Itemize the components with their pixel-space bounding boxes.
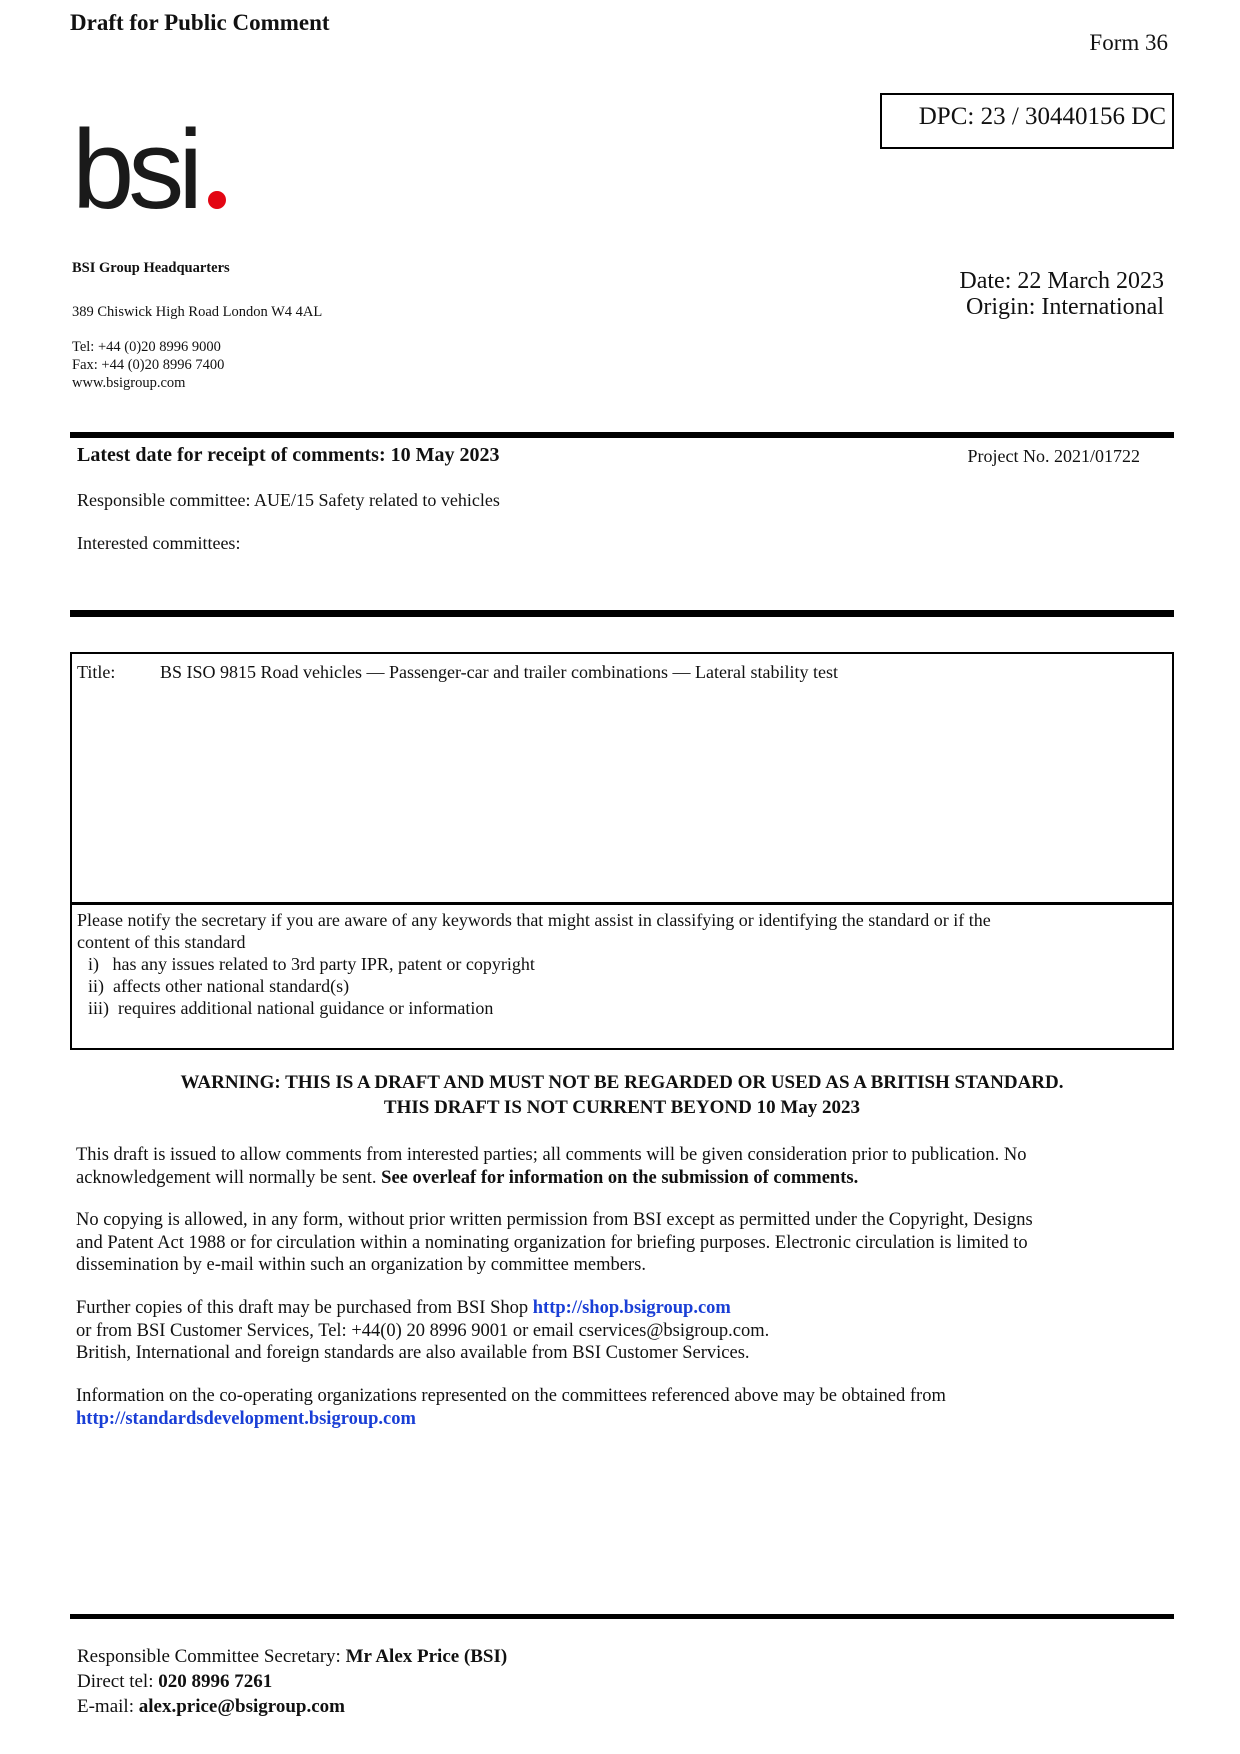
divider-top <box>70 432 1174 438</box>
email-line <box>77 1696 345 1718</box>
paragraph-line: This draft is issued to allow comments from interested parties; all comments will be given consideration prior to publication. No <box>76 1145 1027 1165</box>
paragraph-line: No copying is allowed, in any form, without prior written permission from BSI except as permitted under the Copyright, Designs <box>76 1210 1033 1230</box>
secretary-label: Responsible Committee Secretary: <box>77 1646 346 1667</box>
paragraph-line: British, International and foreign standards are also available from BSI Customer Services. <box>76 1343 750 1363</box>
org-website[interactable]: www.bsigroup.com <box>72 375 186 391</box>
direct-tel-label: Direct tel: <box>77 1671 159 1692</box>
paragraph-organizations <box>76 1385 1176 1430</box>
direct-tel-value: 020 8996 7261 <box>158 1671 273 1692</box>
warning-line-2: THIS DRAFT IS NOT CURRENT BEYOND 10 May 2023 <box>383 1097 861 1118</box>
form-number: Form 36 <box>1089 30 1168 55</box>
notify-box <box>70 902 1174 1050</box>
title-box <box>70 652 1174 905</box>
paragraph-copies <box>76 1297 1176 1365</box>
shop-link[interactable]: http://shop.bsigroup.com <box>532 1298 731 1318</box>
divider-bottom <box>70 1614 1174 1619</box>
email-label: E-mail: <box>77 1696 139 1717</box>
notify-item: iii) requires additional national guidance or information <box>88 998 494 1018</box>
org-fax: Fax: +44 (0)20 8996 7400 <box>72 357 225 373</box>
bsi-logo <box>72 108 242 218</box>
bsi-logo-wordmark: bsi <box>72 108 198 218</box>
notify-item: i) has any issues related to 3rd party IPR, patent or copyright <box>88 954 535 974</box>
draft-date: Date: 22 March 2023 <box>959 268 1164 294</box>
standards-development-link[interactable]: http://standardsdevelopment.bsigroup.com <box>76 1408 416 1429</box>
email-value[interactable]: alex.price@bsigroup.com <box>138 1696 345 1717</box>
draft-origin: Origin: International <box>966 294 1164 320</box>
paragraph-text: Further copies of this draft may be purchased from BSI Shop <box>76 1298 533 1318</box>
interested-committees: Interested committees: <box>77 533 241 553</box>
project-number: Project No. 2021/01722 <box>967 446 1140 466</box>
secretary-line <box>77 1646 507 1668</box>
org-tel: Tel: +44 (0)20 8996 9000 <box>72 339 221 355</box>
dpc-reference-box <box>880 93 1174 149</box>
paragraph-line <box>76 1297 1176 1320</box>
notify-item: ii) affects other national standard(s) <box>88 976 350 996</box>
org-name: BSI Group Headquarters <box>72 260 230 276</box>
paragraph-text: acknowledgement will normally be sent. <box>76 1168 382 1188</box>
standard-title: BS ISO 9815 Road vehicles — Passenger-car and trailer combinations — Lateral stability test <box>160 662 838 682</box>
paragraph-line: or from BSI Customer Services, Tel: +44(0) 20 8996 9001 or email cservices@bsigroup.com. <box>76 1320 770 1341</box>
paragraph-line <box>76 1167 1176 1190</box>
comments-deadline: Latest date for receipt of comments: 10 May 2023 <box>77 444 500 466</box>
paragraph-line: dissemination by e-mail within such an organization by committee members. <box>76 1255 646 1275</box>
warning-line-1: WARNING: THIS IS A DRAFT AND MUST NOT BE REGARDED OR USED AS A BRITISH STANDARD. <box>180 1072 1064 1093</box>
direct-tel-line <box>77 1671 272 1693</box>
divider-middle <box>70 610 1174 617</box>
org-address: 389 Chiswick High Road London W4 4AL <box>72 304 323 320</box>
draft-label: Draft for Public Comment <box>70 10 330 35</box>
paragraph-comments <box>76 1144 1176 1190</box>
notify-intro-line2: content of this standard <box>77 932 246 952</box>
title-label: Title: <box>77 662 116 682</box>
secretary-name: Mr Alex Price (BSI) <box>345 1646 508 1667</box>
notify-intro-line1: Please notify the secretary if you are aware of any keywords that might assist in classifying or identifying the standard or if the <box>77 910 991 930</box>
overleaf-note: See overleaf for information on the submission of comments. <box>381 1168 859 1188</box>
paragraph-line: Information on the co-operating organizations represented on the committees referenced above may be obtained from <box>76 1386 946 1406</box>
paragraph-line: and Patent Act 1988 or for circulation within a nominating organization for briefing purposes. Electronic circulation is limited to <box>76 1232 1028 1253</box>
paragraph-copyright <box>76 1209 1176 1277</box>
dpc-reference: DPC: 23 / 30440156 DC <box>918 103 1166 130</box>
responsible-committee: Responsible committee: AUE/15 Safety related to vehicles <box>77 490 500 510</box>
